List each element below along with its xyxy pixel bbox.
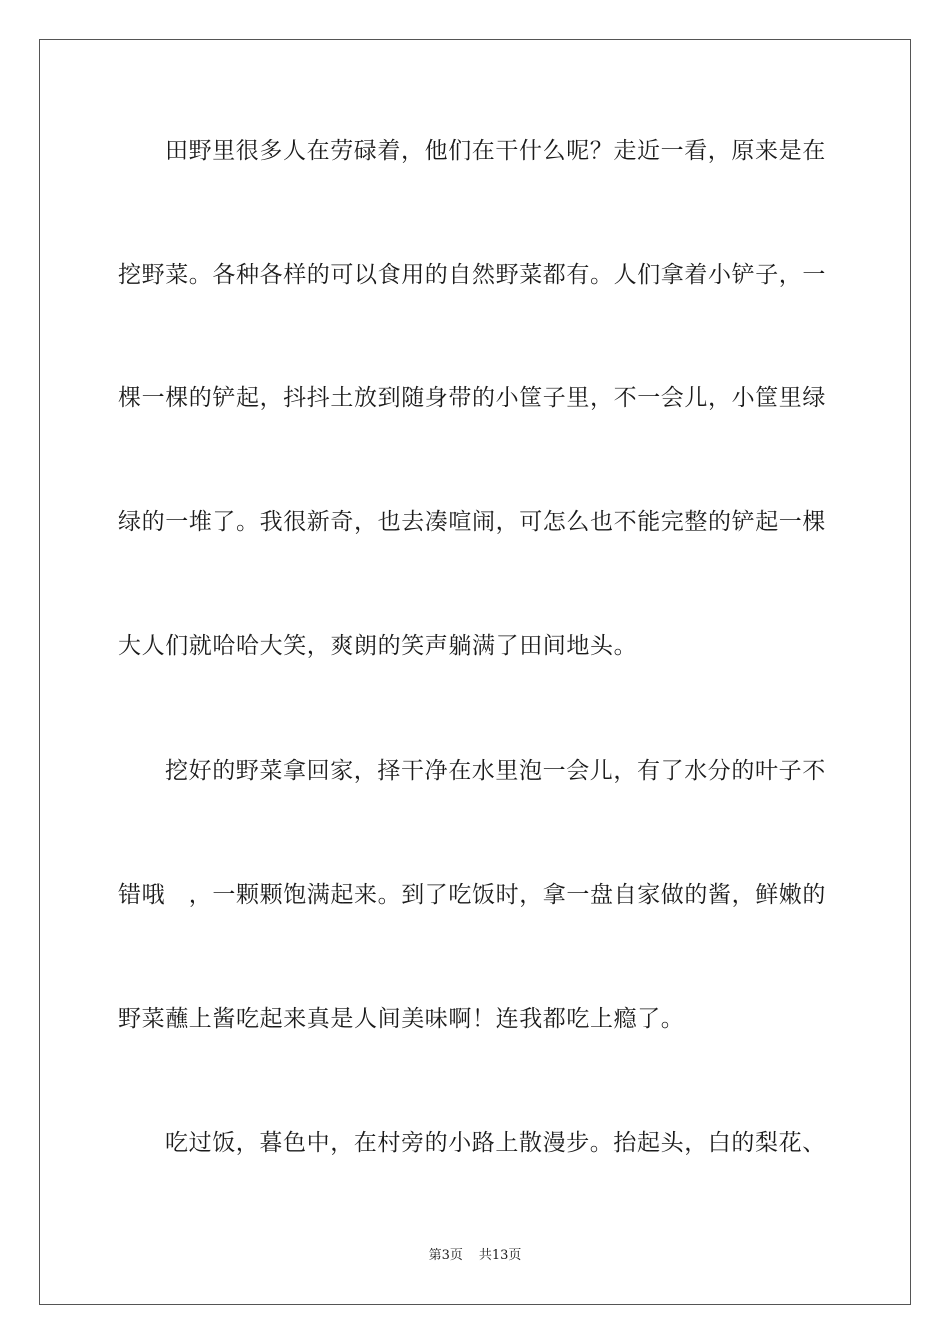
paragraph-2-line-3: 野菜蘸上酱吃起来真是人间美味啊！连我都吃上瘾了。 bbox=[118, 1006, 685, 1032]
page-footer bbox=[0, 1247, 950, 1265]
paragraph-1-line-5: 大人们就哈哈大笑，爽朗的笑声躺满了田间地头。 bbox=[118, 633, 638, 659]
page-border bbox=[39, 39, 911, 1305]
page-number: 第3页 bbox=[428, 1248, 463, 1263]
paragraph-3-line-1: 吃过饭，暮色中，在村旁的小路上散漫步。抬起头，白的梨花、 bbox=[165, 1130, 826, 1156]
paragraph-1-line-4: 绿的一堆了。我很新奇，也去凑喧闹，可怎么也不能完整的铲起一棵 bbox=[118, 509, 826, 535]
page-total: 共13页 bbox=[478, 1248, 522, 1263]
paragraph-2-line-1: 挖好的野菜拿回家，择干净在水里泡一会儿，有了水分的叶子不 bbox=[165, 758, 826, 784]
paragraph-1-line-2: 挖野菜。各种各样的可以食用的自然野菜都有。人们拿着小铲子，一 bbox=[118, 262, 826, 288]
paragraph-1-line-1: 田野里很多人在劳碌着，他们在干什么呢？走近一看，原来是在 bbox=[165, 138, 826, 164]
paragraph-1-line-3: 棵一棵的铲起，抖抖土放到随身带的小筐子里，不一会儿，小筐里绿 bbox=[118, 385, 826, 411]
paragraph-2-line-2: 错哦 ，一颗颗饱满起来。到了吃饭时，拿一盘自家做的酱，鲜嫩的 bbox=[118, 882, 826, 908]
